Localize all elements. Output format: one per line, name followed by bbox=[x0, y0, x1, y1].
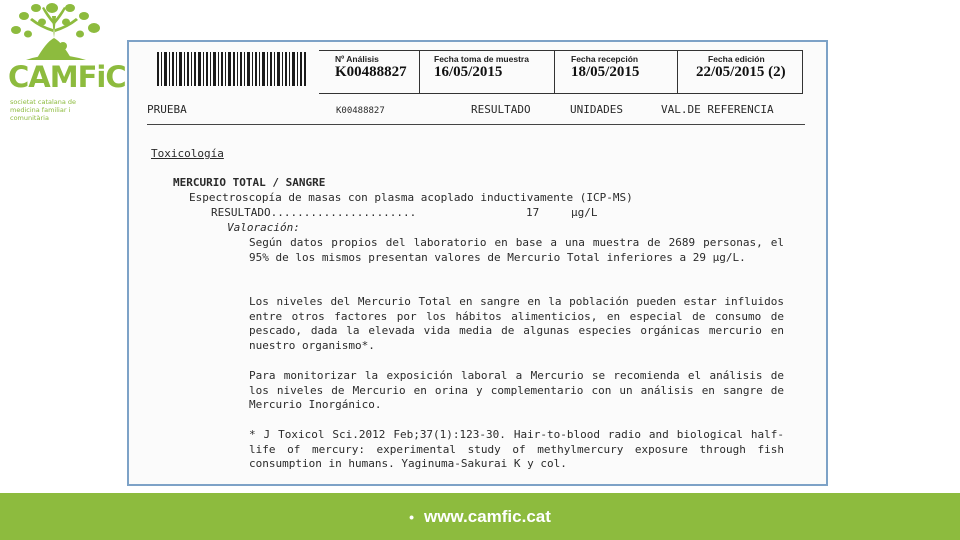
edition-value: 22/05/2015 (2) bbox=[696, 64, 786, 80]
camfic-logo bbox=[4, 2, 126, 122]
valuation-paragraph-3: Para monitorizar la exposición laboral a Mercurio se recomienda el análisis de los niveles de Mercurio en orina y complementario con un análisis en sangre de Mercurio Inorgánico. bbox=[249, 369, 784, 412]
sample-date bbox=[434, 54, 529, 81]
col-result: RESULTADO bbox=[471, 103, 531, 116]
col-code: K00488827 bbox=[336, 106, 385, 116]
tree-logo-icon bbox=[6, 2, 104, 64]
edition-date bbox=[696, 54, 786, 81]
sample-date-label: Fecha toma de muestra bbox=[434, 54, 529, 64]
website-link[interactable]: www.camfic.cat bbox=[423, 506, 551, 526]
footer-bullet: • bbox=[409, 508, 414, 525]
col-units: UNIDADES bbox=[570, 103, 623, 116]
sample-date-value: 16/05/2015 bbox=[434, 64, 503, 80]
edition-label: Fecha edición bbox=[708, 54, 765, 64]
reception-value: 18/05/2015 bbox=[571, 64, 640, 80]
valuation-label: Valoración: bbox=[227, 221, 300, 234]
reception-date bbox=[571, 54, 639, 81]
reference-footnote: * J Toxicol Sci.2012 Feb;37(1):123-30. Hair-to-blood radio and biological half-life of mercury: experimental study of methylmercury exposure through fish consumption in humans. Yaginuma-Sakurai K y col. bbox=[249, 428, 784, 471]
header-rule bbox=[147, 124, 805, 125]
test-method: Espectroscopía de masas con plasma acoplado inductivamente (ICP-MS) bbox=[189, 191, 633, 204]
valuation-paragraph-2: Los niveles del Mercurio Total en sangre en la población pueden estar influidos entre otros factores por los hábitos alimenticios, en especial de consumo de pescado, dada la elevada vida media de algunas especies orgánicas mercurio en nuestro organismo*. bbox=[249, 295, 784, 353]
test-name: MERCURIO TOTAL / SANGRE bbox=[173, 176, 326, 189]
result-value: 17 bbox=[526, 206, 540, 219]
reception-label: Fecha recepción bbox=[571, 54, 639, 64]
analysis-value: K00488827 bbox=[335, 64, 407, 80]
brand-name: CAMFiC bbox=[8, 60, 126, 94]
col-reference: VAL.DE REFERENCIA bbox=[661, 103, 774, 116]
col-test: PRUEBA bbox=[147, 103, 187, 116]
analysis-label: Nº Análisis bbox=[335, 54, 379, 64]
valuation-paragraph-1: Según datos propios del laboratorio en base a una muestra de 2689 personas, el 95% de los mismos presentan valores de Mercurio Total inferiores a 29 µg/L. bbox=[249, 236, 784, 264]
lab-report-scan bbox=[127, 40, 828, 486]
analysis-number bbox=[335, 54, 407, 81]
footer-bar bbox=[0, 493, 960, 540]
section-title: Toxicología bbox=[151, 147, 224, 160]
result-unit: µg/L bbox=[571, 206, 598, 219]
result-label: RESULTADO...................... bbox=[211, 206, 417, 219]
brand-tagline: societat catalana de medicina familiar i comunitària bbox=[10, 98, 77, 122]
barcode-icon bbox=[157, 50, 307, 90]
